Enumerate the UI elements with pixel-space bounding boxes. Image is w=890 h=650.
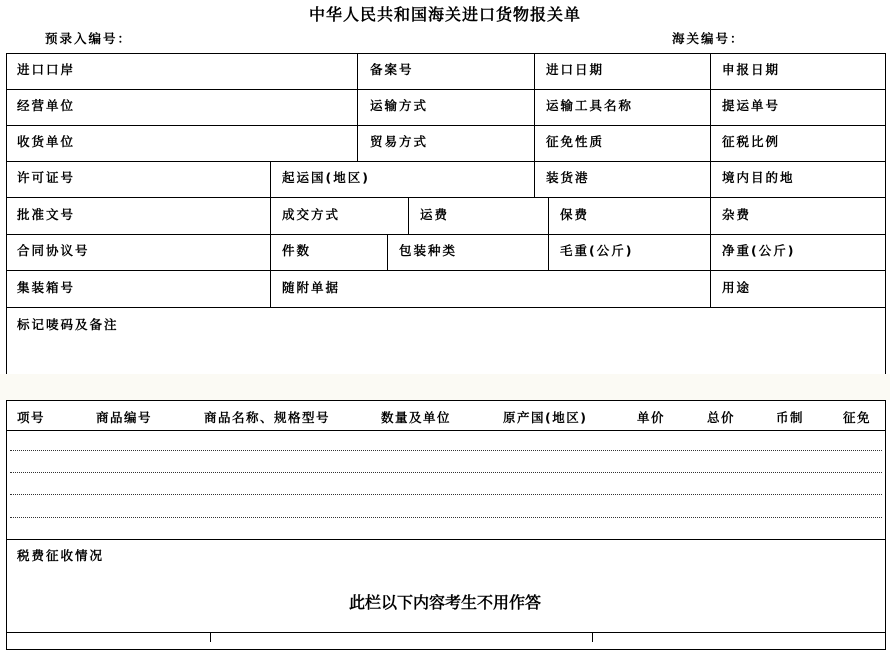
row-divider [6,234,886,235]
row-divider [6,307,886,308]
field-trade-mode: 贸易方式 [370,134,429,149]
col-divider [210,632,211,642]
field-insurance: 保费 [560,207,590,222]
field-attached-docs: 随附单据 [282,280,341,295]
field-approval-no: 批准文号 [17,207,76,222]
field-domestic-destination: 境内目的地 [722,170,795,185]
col-divider [270,197,271,234]
col-divider [710,234,711,270]
field-transport-mode: 运输方式 [370,98,429,113]
field-origin-country: 起运国(地区) [282,170,370,185]
goods-col-unit-price: 单价 [637,410,666,425]
field-loading-port: 装货港 [546,170,590,185]
tax-collection-label: 税费征收情况 [17,548,105,563]
field-import-date: 进口日期 [546,62,605,77]
goods-row-line [10,472,882,473]
pre-entry-no-label: 预录入编号： [45,31,133,46]
field-usage: 用途 [722,280,752,295]
col-divider [387,234,388,270]
field-exemption-nature: 征免性质 [546,134,605,149]
page-break-gap [0,374,890,400]
goods-row-line [10,517,882,518]
row-divider [6,89,886,90]
col-divider [534,53,535,161]
row-divider [6,270,886,271]
field-transport-name: 运输工具名称 [546,98,634,113]
field-deal-mode: 成交方式 [282,207,341,222]
field-tax-rate: 征税比例 [722,134,781,149]
field-freight: 运费 [420,207,450,222]
field-bill-no: 提运单号 [722,98,781,113]
col-divider [710,270,711,307]
col-divider [548,234,549,270]
field-record-no: 备案号 [370,62,414,77]
goods-col-code: 商品编号 [96,410,153,425]
field-import-port: 进口口岸 [17,62,76,77]
goods-col-origin: 原产国(地区) [503,410,588,425]
field-license-no: 许可证号 [17,170,76,185]
row-divider [6,125,886,126]
goods-header-divider [6,430,886,431]
field-contract-no: 合同协议号 [17,243,90,258]
field-package-type: 包装种类 [399,243,458,258]
goods-col-quantity-unit: 数量及单位 [381,410,452,425]
exam-notice: 此栏以下内容考生不用作答 [348,593,541,612]
col-divider [592,632,593,642]
field-pieces: 件数 [282,243,312,258]
col-divider [270,270,271,307]
field-marks-remarks: 标记唛码及备注 [17,317,119,332]
goods-col-exemption: 征免 [843,410,872,425]
row-divider [6,197,886,198]
col-divider [408,197,409,234]
col-divider [270,161,271,197]
goods-col-item-no: 项号 [17,410,46,425]
col-divider [710,53,711,161]
field-declare-date: 申报日期 [722,62,781,77]
goods-col-name-spec: 商品名称、规格型号 [204,410,331,425]
col-divider [710,161,711,197]
field-gross-weight: 毛重(公斤) [560,243,634,258]
col-divider [534,161,535,197]
customs-no-label: 海关编号： [672,31,745,46]
row-divider [6,161,886,162]
goods-section-divider [6,539,886,540]
goods-col-total-price: 总价 [707,410,736,425]
field-net-weight: 净重(公斤) [722,243,796,258]
goods-col-currency: 币制 [776,410,805,425]
goods-row-line [10,450,882,451]
goods-row-line [10,494,882,495]
col-divider [710,197,711,234]
col-divider [270,234,271,270]
field-consignee-unit: 收货单位 [17,134,76,149]
field-misc-fee: 杂费 [722,207,752,222]
col-divider [357,53,358,161]
field-container-no: 集装箱号 [17,280,76,295]
col-divider [548,197,549,234]
field-operating-unit: 经营单位 [17,98,76,113]
form-title: 中华人民共和国海关进口货物报关单 [308,5,581,24]
bottom-row-divider [6,632,886,633]
